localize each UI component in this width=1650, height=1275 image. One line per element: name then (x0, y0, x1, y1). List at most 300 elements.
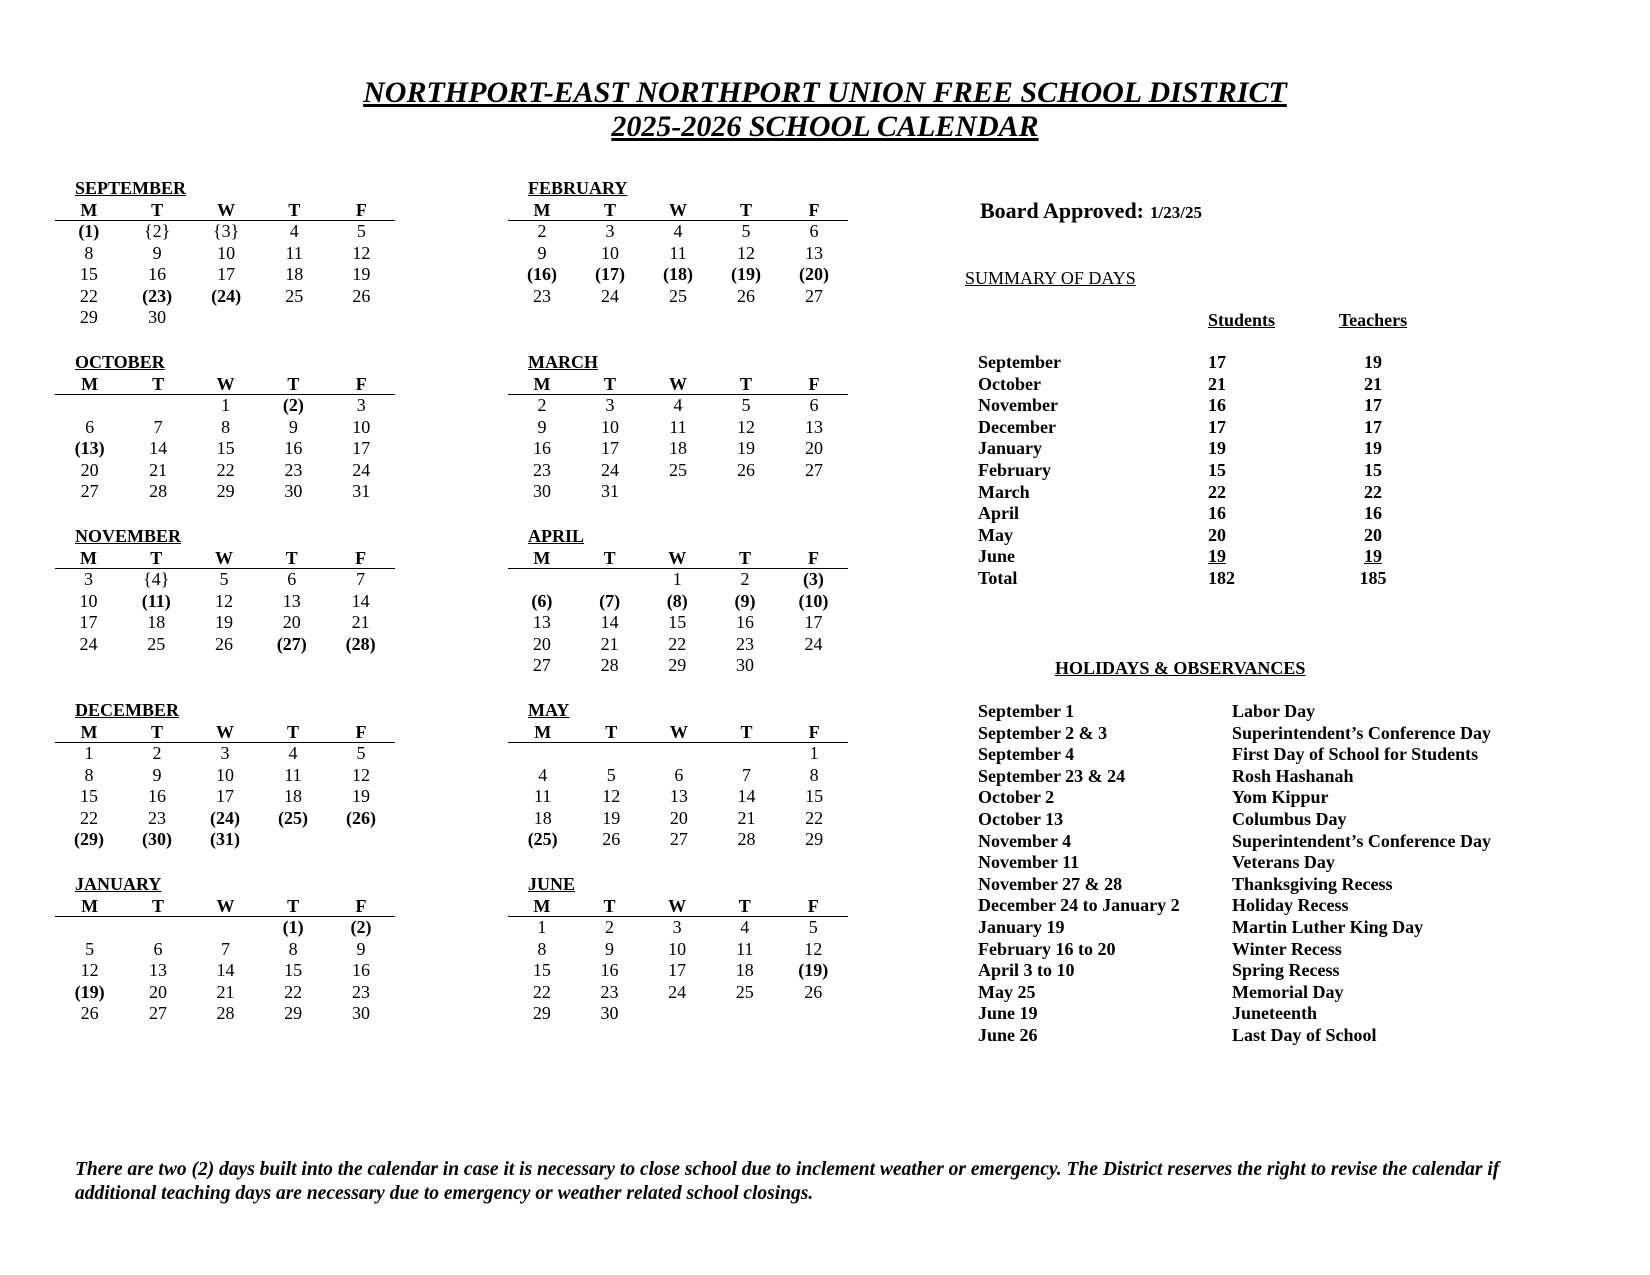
day-cell: 6 (674, 764, 684, 785)
weekday-header: W (645, 722, 713, 743)
day-cell: 20 (669, 807, 688, 828)
day-cell: 29 (668, 655, 687, 676)
week-row (508, 743, 848, 765)
holiday-name: Veterans Day (1232, 852, 1335, 873)
day-cell: (11) (141, 590, 171, 611)
week-row (508, 481, 848, 503)
day-cell: 24 (601, 459, 619, 480)
holiday-name: First Day of School for Students (1232, 744, 1479, 765)
week-row (508, 286, 848, 308)
day-cell: {2} (143, 221, 171, 241)
summary-students: 16 (1208, 395, 1226, 416)
day-cell: 12 (737, 242, 755, 263)
weekday-header: F (327, 374, 395, 395)
holiday-row (978, 744, 1491, 766)
day-cell: 10 (601, 242, 619, 263)
day-cell: (23) (142, 285, 173, 306)
day-cell: 23 (736, 633, 755, 654)
day-cell: 5 (356, 743, 366, 763)
day-cell: 11 (284, 764, 302, 785)
day-cell: 14 (149, 438, 168, 459)
day-cell: 20 (532, 633, 551, 654)
weekday-header: T (123, 722, 191, 743)
day-cell: 22 (79, 285, 98, 306)
summary-month: April (978, 503, 1020, 524)
day-cell: 3 (83, 569, 93, 589)
holiday-date: September 2 & 3 (978, 722, 1108, 743)
week-row (55, 765, 395, 787)
day-cell: 28 (600, 655, 619, 676)
week-row (508, 634, 848, 656)
day-cell: 12 (352, 242, 371, 263)
holiday-name: Columbus Day (1232, 808, 1347, 829)
month-name: APRIL (528, 526, 585, 546)
day-cell: 3 (220, 743, 230, 763)
weekday-header: W (644, 200, 712, 221)
summary-students: 21 (1208, 373, 1226, 394)
day-cell: 30 (352, 1003, 371, 1024)
day-cell: 2 (604, 917, 614, 937)
day-cell: {4} (143, 569, 170, 589)
day-cell: 2 (537, 395, 547, 415)
weekday-header: F (328, 200, 395, 221)
holiday-name: Last Day of School (1232, 1024, 1377, 1045)
day-cell: (9) (734, 590, 756, 611)
day-cell: 27 (669, 829, 688, 850)
weekday-header: T (122, 548, 191, 569)
month-name: OCTOBER (75, 352, 165, 372)
summary-row (978, 352, 1428, 374)
weekday-header: T (124, 896, 191, 917)
holiday-name: Rosh Hashanah (1232, 765, 1354, 786)
day-cell: 8 (84, 764, 94, 785)
day-cell: (1) (78, 221, 100, 241)
day-cell: 22 (216, 459, 235, 480)
day-cell: 13 (148, 960, 167, 981)
day-cell: 19 (214, 612, 233, 633)
day-cell: 24 (352, 459, 371, 480)
day-cell: 16 (533, 438, 551, 459)
month-name: DECEMBER (75, 700, 180, 720)
summary-students: 16 (1208, 503, 1226, 524)
day-cell: 6 (809, 221, 819, 241)
week-row (508, 264, 848, 286)
week-row (508, 569, 848, 591)
day-cell (779, 655, 848, 677)
day-cell: (27) (276, 633, 307, 654)
day-cell: (17) (595, 264, 625, 285)
day-cell: 17 (352, 438, 371, 459)
week-row (55, 395, 395, 417)
day-cell: 25 (285, 285, 304, 306)
day-cell: 18 (284, 786, 302, 807)
week-row (508, 982, 848, 1004)
day-cell: 29 (79, 307, 98, 328)
day-cell: 15 (805, 786, 824, 807)
weekday-header: W (643, 548, 711, 569)
day-cell: 18 (285, 264, 304, 285)
day-cell: 30 (148, 307, 167, 328)
summary-month: December (978, 416, 1056, 437)
day-cell: (25) (527, 829, 558, 850)
summary-students: 19 (1208, 438, 1226, 459)
day-cell: 4 (288, 743, 298, 763)
summary-students: 22 (1208, 481, 1226, 502)
month-grid (508, 896, 848, 1025)
summary-row (978, 503, 1428, 525)
month-grid (508, 200, 848, 307)
day-cell: 30 (600, 1003, 619, 1024)
day-cell: 23 (148, 807, 166, 828)
day-cell: (13) (74, 438, 105, 459)
day-cell: (7) (599, 590, 621, 611)
holidays-title: HOLIDAYS & OBSERVANCES (1055, 658, 1306, 678)
day-cell: 10 (601, 416, 619, 437)
holiday-name: Yom Kippur (1232, 787, 1329, 808)
day-cell: (1) (282, 917, 304, 937)
day-cell: (10) (798, 590, 829, 611)
board-approved (980, 198, 1202, 224)
day-cell: (19) (74, 981, 105, 1002)
day-cell: 29 (284, 1003, 303, 1024)
holiday-name: Holiday Recess (1232, 895, 1349, 916)
day-cell: (19) (731, 264, 761, 285)
day-cell: 28 (737, 829, 756, 850)
summary-header-blank (978, 310, 1203, 340)
week-row (508, 417, 848, 439)
calendar-title: 2025-2026 SCHOOL CALENDAR (611, 110, 1039, 143)
day-cell: 12 (737, 416, 755, 437)
day-cell: (8) (666, 590, 688, 611)
day-cell: 2 (740, 569, 750, 589)
week-row (508, 939, 848, 961)
day-cell: (20) (799, 264, 829, 285)
day-cell: (2) (282, 395, 304, 415)
month-grid (508, 548, 848, 677)
day-cell: 24 (79, 633, 98, 654)
day-cell: 13 (805, 416, 823, 437)
day-cell: 5 (356, 221, 366, 241)
weekday-header: W (192, 374, 260, 395)
weekday-header: T (257, 548, 326, 569)
day-cell: 3 (605, 221, 615, 241)
day-cell: 22 (532, 981, 551, 1002)
day-cell: 12 (804, 938, 823, 959)
weekday-header: W (192, 200, 261, 221)
day-cell: 8 (84, 242, 94, 263)
weekday-header: M (508, 374, 576, 395)
week-row (55, 939, 395, 961)
summary-teachers: 15 (1364, 459, 1382, 480)
day-cell (711, 1003, 779, 1025)
week-row (55, 982, 395, 1004)
weekday-header: T (259, 722, 327, 743)
day-cell: (2) (350, 917, 372, 937)
day-cell: 16 (148, 786, 166, 807)
day-cell: 5 (85, 938, 95, 959)
week-row (55, 917, 395, 939)
weekday-header: M (508, 896, 576, 917)
holiday-date: October 2 (978, 787, 1055, 808)
weekday-header: F (780, 200, 848, 221)
day-cell: 3 (672, 917, 682, 937)
day-cell: 15 (80, 786, 98, 807)
summary-students: 19 (1208, 546, 1226, 567)
day-cell: 7 (220, 938, 230, 959)
day-cell: 4 (673, 395, 683, 415)
holiday-row (978, 895, 1491, 917)
summary-teachers: 19 (1364, 352, 1382, 372)
summary-teachers: 17 (1364, 395, 1382, 416)
day-cell: 1 (809, 743, 819, 763)
day-cell: 3 (356, 395, 366, 415)
month-grid (55, 722, 395, 851)
week-row (55, 417, 395, 439)
day-cell: 27 (805, 285, 823, 306)
day-cell: (28) (345, 633, 376, 654)
summary-students: 20 (1208, 524, 1226, 545)
month-name: FEBRUARY (528, 178, 628, 198)
day-cell: 10 (352, 416, 371, 437)
week-row (55, 829, 395, 851)
day-cell (261, 307, 328, 329)
day-cell: 24 (804, 633, 823, 654)
holiday-name: Spring Recess (1232, 960, 1340, 981)
weekday-header: W (192, 896, 259, 917)
day-cell: 6 (287, 569, 297, 589)
day-cell: 5 (606, 764, 616, 785)
summary-title: SUMMARY OF DAYS (965, 268, 1136, 288)
week-row (55, 1003, 395, 1025)
day-cell (192, 307, 261, 329)
day-cell: 17 (217, 264, 236, 285)
week-row (508, 243, 848, 265)
holiday-date: November 11 (978, 852, 1080, 873)
weekday-header: M (508, 722, 577, 743)
day-cell: 30 (533, 481, 551, 502)
weekday-header: T (124, 374, 192, 395)
holiday-date: June 19 (978, 1003, 1038, 1024)
weekday-header: T (261, 200, 328, 221)
day-cell: 30 (736, 655, 755, 676)
holiday-row (978, 917, 1491, 939)
month-name: MAY (528, 700, 570, 720)
weekday-header: M (55, 548, 122, 569)
weekday-header: W (191, 548, 258, 569)
day-cell: 31 (601, 481, 619, 502)
weekday-header: F (779, 548, 848, 569)
day-cell: {3} (212, 221, 240, 241)
day-cell: 29 (532, 1003, 551, 1024)
day-cell (644, 481, 712, 503)
day-cell: 14 (216, 960, 235, 981)
day-cell: 6 (809, 395, 819, 415)
day-cell: 7 (153, 416, 163, 437)
month-name: SEPTEMBER (75, 178, 187, 198)
day-cell: 19 (737, 438, 755, 459)
day-cell (779, 1003, 848, 1025)
day-cell: 7 (356, 569, 366, 589)
month-name: NOVEMBER (75, 526, 182, 546)
summary-month: May (978, 524, 1013, 545)
day-cell: 12 (80, 960, 99, 981)
week-row (55, 743, 395, 765)
month-grid (55, 548, 395, 655)
day-cell: 13 (532, 612, 551, 633)
day-cell: 6 (153, 938, 163, 959)
day-cell: 17 (79, 612, 98, 633)
summary-row (978, 460, 1428, 482)
summary-month: June (978, 546, 1016, 567)
day-cell: 23 (533, 285, 551, 306)
holiday-name: Superintendent’s Conference Day (1232, 722, 1491, 743)
summary-row (978, 525, 1428, 547)
week-row (55, 460, 395, 482)
day-cell: 12 (214, 590, 233, 611)
holiday-row (978, 809, 1491, 831)
day-cell (643, 1003, 711, 1025)
weekday-header: W (643, 896, 711, 917)
day-cell: 21 (351, 612, 370, 633)
day-cell (327, 829, 395, 851)
summary-month: September (978, 352, 1061, 372)
day-cell: 1 (672, 569, 682, 589)
day-cell (645, 743, 713, 765)
summary-teachers: 22 (1364, 481, 1382, 502)
day-cell: 4 (740, 917, 750, 937)
day-cell: 19 (352, 786, 370, 807)
day-cell: 4 (538, 764, 548, 785)
day-cell: (25) (278, 807, 308, 828)
day-cell: 31 (352, 481, 371, 502)
day-cell: 12 (352, 764, 370, 785)
day-cell: 26 (737, 459, 755, 480)
weekday-header: F (327, 722, 395, 743)
board-approved-label: Board Approved: (980, 198, 1145, 223)
day-cell: 26 (737, 285, 755, 306)
day-cell (328, 307, 395, 329)
weekday-header: T (123, 200, 192, 221)
weekday-header: T (713, 722, 781, 743)
holiday-date: February 16 to 20 (978, 938, 1116, 959)
day-cell: 25 (147, 633, 166, 654)
week-row (508, 655, 848, 677)
board-approved-date: 1/23/25 (1150, 203, 1202, 222)
week-row (55, 569, 395, 591)
day-cell: 20 (80, 459, 99, 480)
day-cell: 7 (741, 764, 751, 785)
holiday-date: January 19 (978, 916, 1065, 937)
day-cell: 27 (532, 655, 551, 676)
summary-row (978, 374, 1428, 396)
holiday-date: June 26 (978, 1024, 1038, 1045)
day-cell: (18) (663, 264, 693, 285)
holiday-name: Memorial Day (1232, 981, 1344, 1002)
day-cell: (24) (211, 285, 242, 306)
day-cell (576, 569, 644, 591)
weekday-header: M (55, 722, 123, 743)
week-row (55, 612, 395, 634)
day-cell: 5 (741, 395, 751, 415)
month-name: JANUARY (75, 874, 162, 894)
day-cell: 21 (149, 459, 168, 480)
day-cell: 15 (668, 612, 687, 633)
day-cell (124, 917, 191, 939)
day-cell (259, 829, 327, 851)
day-cell: 16 (352, 960, 371, 981)
day-cell: 10 (216, 764, 234, 785)
day-cell: 3 (605, 395, 615, 415)
day-cell: 22 (805, 807, 824, 828)
weekday-header: T (259, 896, 327, 917)
day-cell: 17 (804, 612, 823, 633)
month-grid (508, 722, 848, 851)
day-cell: 28 (149, 481, 168, 502)
day-cell: 26 (804, 981, 823, 1002)
holiday-date: October 13 (978, 808, 1064, 829)
week-row (55, 481, 395, 503)
holiday-row (978, 939, 1491, 961)
summary-teachers: 20 (1364, 524, 1382, 545)
day-cell: 17 (601, 438, 619, 459)
holiday-row (978, 766, 1491, 788)
holiday-date: December 24 to January 2 (978, 895, 1180, 916)
day-cell: 10 (79, 590, 98, 611)
week-row (55, 243, 395, 265)
day-cell: 27 (148, 1003, 167, 1024)
day-cell: 29 (805, 829, 824, 850)
holiday-date: September 23 & 24 (978, 765, 1126, 786)
day-cell: 21 (600, 633, 619, 654)
day-cell (712, 481, 780, 503)
day-cell: 25 (669, 459, 687, 480)
day-cell: 13 (282, 590, 301, 611)
weekday-header: T (576, 896, 644, 917)
day-cell: 15 (532, 960, 551, 981)
day-cell: 16 (600, 960, 619, 981)
day-cell: 9 (152, 242, 162, 263)
day-cell: 13 (669, 786, 688, 807)
holiday-row (978, 852, 1491, 874)
day-cell: 21 (216, 981, 235, 1002)
weekday-header: T (577, 722, 645, 743)
day-cell: 9 (152, 764, 162, 785)
summary-month: February (978, 459, 1051, 480)
week-row (508, 829, 848, 851)
holiday-row (978, 787, 1491, 809)
summary-row (978, 546, 1428, 568)
weekday-header: T (711, 548, 779, 569)
week-row (55, 264, 395, 286)
day-cell: 20 (148, 981, 167, 1002)
day-cell: 27 (805, 459, 823, 480)
day-cell: 16 (284, 438, 303, 459)
day-cell: 26 (352, 285, 371, 306)
weekday-header: W (644, 374, 712, 395)
summary-row (978, 438, 1428, 460)
day-cell (55, 917, 124, 939)
day-cell (508, 743, 577, 765)
day-cell: (19) (798, 960, 829, 981)
day-cell: 26 (602, 829, 621, 850)
day-cell: 5 (808, 917, 818, 937)
day-cell: 4 (289, 221, 299, 241)
week-row (55, 286, 395, 308)
holiday-row (978, 701, 1491, 723)
day-cell: 1 (221, 395, 231, 415)
month-grid (55, 374, 395, 503)
weekday-header: W (191, 722, 259, 743)
